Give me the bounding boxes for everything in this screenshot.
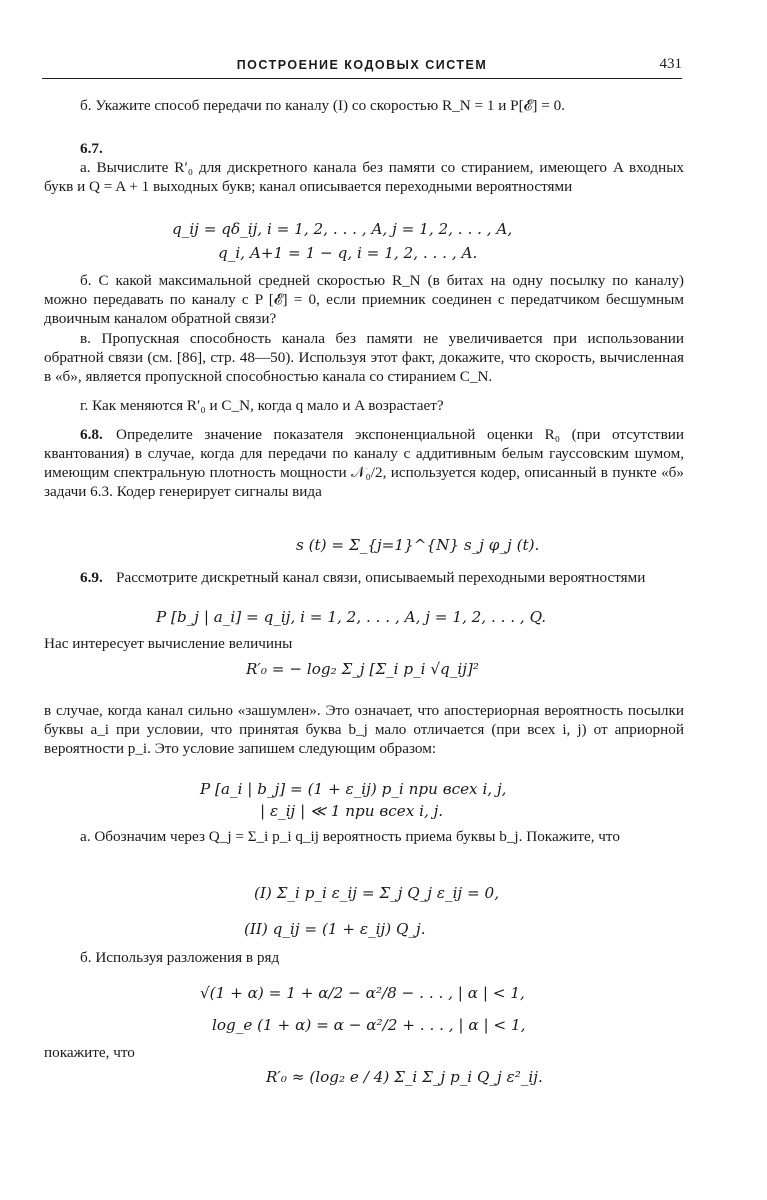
running-header — [42, 56, 682, 79]
problem-6-9-show: покажите, что — [44, 1044, 135, 1061]
formula-6-9-series-1: √(1 + α) = 1 + α/2 − α²/8 − . . . , | α | < 1, — [200, 984, 525, 1002]
formula-6-9-1: P [b_j | a_i] = q_ij, i = 1, 2, . . . , A, j = 1, 2, . . . , Q. — [156, 608, 547, 626]
problem-6-7-c: в. Пропускная способность канала без памяти не увеличивается при использовании обратной связи (см. [86], стр. 48—50). Используя этот факт, докажите, что скорость, вычисленная в «б», является пропускной способностью канала со стиранием C_N. — [44, 330, 684, 385]
formula-6-9-series-2: log_e (1 + α) = α − α²/2 + . . . , | α | < 1, — [212, 1016, 526, 1034]
problem-6-9-a: а. Обозначим через Q_j = Σ_i p_i q_ij вероятность приема буквы b_j. Покажите, что — [80, 828, 620, 845]
problem-6-9-b: б. Используя разложения в ряд — [80, 949, 280, 966]
formula-6-9-3: P [a_i | b_j] = (1 + ε_ij) p_i при всех i, j, — [200, 780, 507, 798]
formula-6-9-2: R′₀ = − log₂ Σ_j [Σ_i p_i √q_ij]² — [246, 660, 479, 678]
problem-6-9-number: 6.9. — [80, 569, 103, 586]
formula-6-7-1: q_ij = qδ_ij, i = 1, 2, . . . , A, j = 1, 2, . . . , A, — [172, 220, 513, 238]
formula-6-9-II: (II) q_ij = (1 + ε_ij) Q_j. — [244, 920, 426, 938]
formula-6-7-2: q_i, A+1 = 1 − q, i = 1, 2, . . . , A. — [218, 244, 478, 262]
problem-6-9-text: Рассмотрите дискретный канал связи, описываемый переходными вероятностями — [116, 569, 646, 586]
problem-6-7-a: а. Вычислите R′₀ для дискретного канала без памяти со стиранием, имеющего A входных букв и Q = A + 1 выходных букв; канал описывается переходными вероятностями — [44, 159, 684, 195]
page-number: 431 — [659, 56, 682, 72]
formula-6-9-result: R′₀ ≈ (log₂ e / 4) Σ_i Σ_j p_i Q_j ε²_ij. — [266, 1068, 543, 1086]
problem-6-7-number: 6.7. — [80, 140, 103, 157]
problem-6-8-text: Определите значение показателя экспоненциальной оценки R₀ (при отсутствии квантования) в случае, когда для передачи по каналу с аддитивным белым гауссовским шумом, имеющим спектральную плотность мощности 𝒩₀/2, используется кодер, описанный в пункте «б» задачи 6.3. Кодер генерирует сигналы вида — [44, 426, 684, 500]
formula-6-9-4: | ε_ij | ≪ 1 при всех i, j. — [260, 802, 444, 820]
problem-6-8-number: 6.8. — [80, 426, 103, 443]
formula-6-8: s (t) = Σ_{j=1}^{N} s_j φ_j (t). — [296, 536, 540, 554]
formula-6-9-I: (I) Σ_i p_i ε_ij = Σ_j Q_j ε_ij = 0, — [254, 884, 500, 902]
problem-6-7-d: г. Как меняются R′₀ и C_N, когда q мало и A возрастает? — [80, 397, 444, 414]
paragraph-6-6-b: б. Укажите способ передачи по каналу (I) со скоростью R_N = 1 и P[𝓔] = 0. — [80, 97, 565, 114]
problem-6-9-condition: в случае, когда канал сильно «зашумлен». Это означает, что апостериорная вероятность посылки буквы a_i при условии, что принятая буква b_j мало отличается (при всех i, j) от априорной вероятности p_i. Это условие запишем следующим образом: — [44, 702, 684, 757]
problem-6-7-b: б. С какой максимальной средней скоростью R_N (в битах на одну посылку по каналу) можно передавать по каналу с P [𝓔] = 0, если приемник соединен с передатчиком бесшумным двоичным каналом обратной связи? — [44, 272, 684, 327]
running-title: ПОСТРОЕНИЕ КОДОВЫХ СИСТЕМ — [236, 58, 488, 72]
problem-6-9-intro: Нас интересует вычисление величины — [44, 635, 293, 652]
